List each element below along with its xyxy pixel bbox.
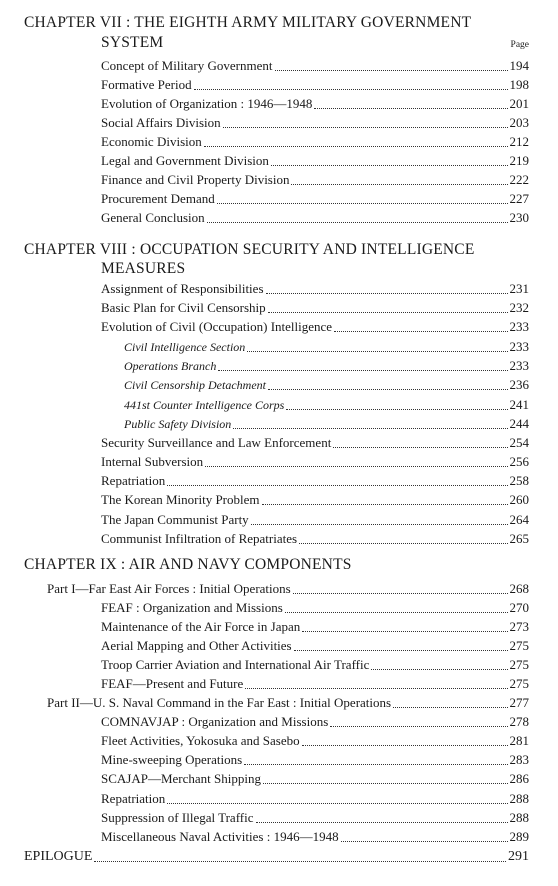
toc-entry: Part II— U. S. Naval Command in the Far East : Initial Operations 277	[47, 695, 529, 710]
chapter-7-heading-cont: SYSTEM	[101, 34, 164, 51]
toc-entry: Troop Carrier Aviation and International Air Traffic 275	[101, 657, 529, 672]
chapter-8-heading: CHAPTER VIII : OCCUPATION SECURITY AND INTELLIGENCE	[24, 241, 475, 258]
part-2-label: Part II—	[47, 695, 93, 710]
toc-entry: FEAF—Present and Future 275	[101, 676, 529, 691]
toc-entry: Suppression of Illegal Traffic 288	[101, 810, 529, 825]
toc-entry: The Japan Communist Party 264	[101, 512, 529, 527]
toc-subentry: Public Safety Division 244	[124, 416, 529, 431]
toc-entry: Security Surveillance and Law Enforcement 254	[101, 435, 529, 450]
toc-entry: Miscellaneous Naval Activities : 1946—1948 289	[101, 829, 529, 844]
toc-entry: COMNAVJAP : Organization and Missions 278	[101, 714, 529, 729]
chapter-8-heading-cont: MEASURES	[101, 260, 186, 277]
toc-subentry: Operations Branch 233	[124, 358, 529, 373]
toc-entry: Evolution of Civil (Occupation) Intelligence 233	[101, 319, 529, 334]
toc-entry: Evolution of Organization : 1946—1948 201	[101, 96, 529, 111]
chapter-9-heading: CHAPTER IX : AIR AND NAVY COMPONENTS	[24, 556, 352, 573]
toc-entry: Part I— Far East Air Forces : Initial Operations 268	[47, 581, 529, 596]
chapter-7-heading: CHAPTER VII : THE EIGHTH ARMY MILITARY GOVERNMENT	[24, 14, 472, 31]
toc-subentry: 441st Counter Intelligence Corps 241	[124, 397, 529, 412]
toc-entry: FEAF : Organization and Missions 270	[101, 600, 529, 615]
toc-subentry: Civil Censorship Detachment 236	[124, 377, 529, 392]
toc-entry: Finance and Civil Property Division 222	[101, 172, 529, 187]
toc-entry: Repatriation 258	[101, 473, 529, 488]
toc-entry: Social Affairs Division 203	[101, 115, 529, 130]
toc-entry: Legal and Government Division 219	[101, 153, 529, 168]
toc-entry: Communist Infiltration of Repatriates 265	[101, 531, 529, 546]
toc-entry: Concept of Military Government 194	[101, 58, 529, 73]
toc-entry: Formative Period 198	[101, 77, 529, 92]
toc-entry: Mine-sweeping Operations 283	[101, 752, 529, 767]
toc-entry: Aerial Mapping and Other Activities 275	[101, 638, 529, 653]
toc-entry: The Korean Minority Problem 260	[101, 492, 529, 507]
toc-entry: Repatriation 288	[101, 791, 529, 806]
part-1-label: Part I—	[47, 581, 89, 596]
toc-entry: SCAJAP—Merchant Shipping 286	[101, 771, 529, 786]
toc-entry: Internal Subversion 256	[101, 454, 529, 469]
toc-entry: Economic Division 212	[101, 134, 529, 149]
page-column-label: Page	[510, 40, 529, 50]
epilogue-entry: EPILOGUE 291	[24, 849, 529, 864]
toc-entry: Procurement Demand 227	[101, 191, 529, 206]
toc-entry: General Conclusion 230	[101, 210, 529, 225]
toc-entry: Basic Plan for Civil Censorship 232	[101, 300, 529, 315]
toc-subentry: Civil Intelligence Section 233	[124, 339, 529, 354]
toc-entry: Fleet Activities, Yokosuka and Sasebo 281	[101, 733, 529, 748]
toc-entry: Assignment of Responsibilities 231	[101, 281, 529, 296]
toc-entry: Maintenance of the Air Force in Japan 273	[101, 619, 529, 634]
